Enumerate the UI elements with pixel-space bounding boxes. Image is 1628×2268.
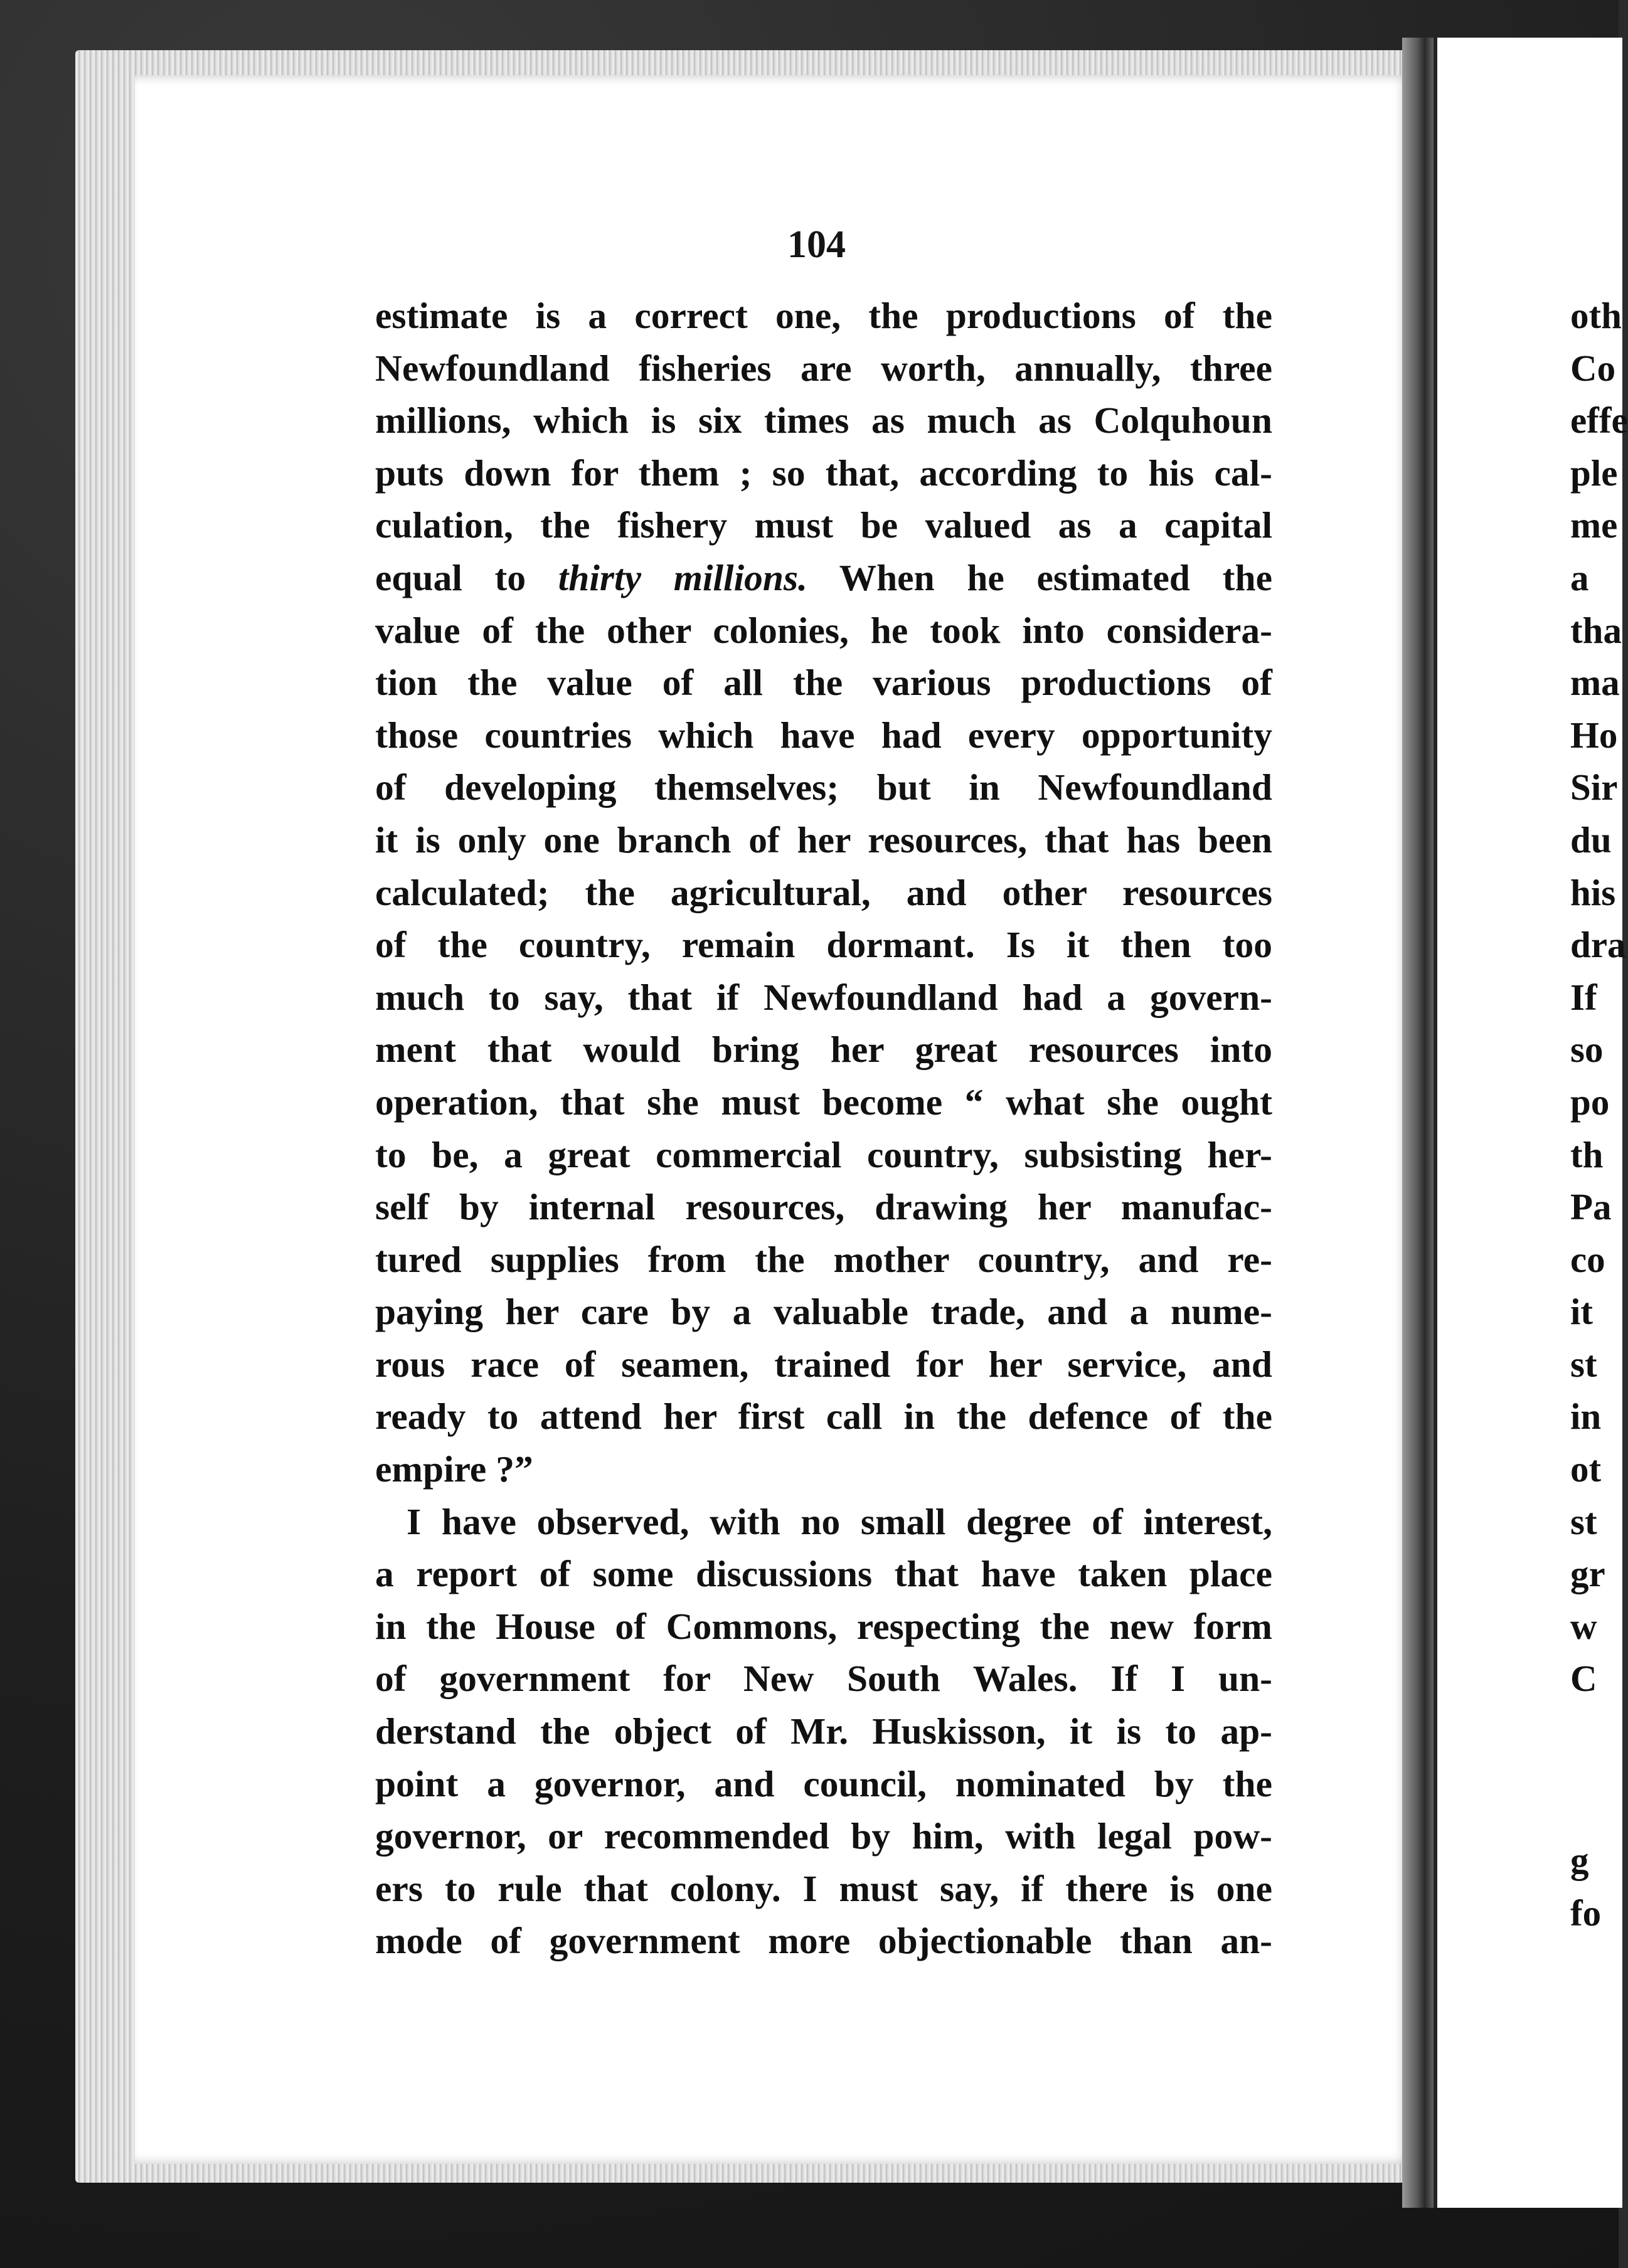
- right-fragment: po: [1570, 1081, 1610, 1123]
- text-line: to be, a great commercial country, subsisting her-: [375, 1133, 1272, 1175]
- right-fragment: a: [1570, 556, 1589, 598]
- text-line: value of the other colonies, he took into considera-: [375, 609, 1272, 651]
- right-fragment: st: [1570, 1343, 1597, 1385]
- right-fragment: g: [1570, 1840, 1589, 1881]
- paragraph-start-line: I have observed, with no small degree of interest,: [407, 1500, 1272, 1542]
- right-fragment: co: [1570, 1238, 1605, 1280]
- right-fragment: me: [1570, 504, 1618, 546]
- right-page-bottom-fragments: [1570, 1835, 1601, 1939]
- text-fragment: When he estimated the: [839, 556, 1272, 598]
- text-line: rous race of seamen, trained for her service, and: [375, 1343, 1272, 1385]
- text-line: operation, that she must become “ what she ought: [375, 1081, 1272, 1123]
- right-fragment: it: [1570, 1291, 1593, 1333]
- text-line: much to say, that if Newfoundland had a govern-: [375, 976, 1272, 1018]
- text-line: estimate is a correct one, the productions of the: [375, 295, 1272, 336]
- right-fragment: so: [1570, 1029, 1604, 1071]
- text-line: in the House of Commons, respecting the new form: [375, 1605, 1272, 1647]
- text-line: a report of some discussions that have taken place: [375, 1553, 1272, 1595]
- text-fragment: equal to: [375, 556, 526, 598]
- text-line: Newfoundland fisheries are worth, annually, three: [375, 347, 1272, 389]
- text-line: ment that would bring her great resources into: [375, 1029, 1272, 1071]
- italic-phrase: thirty millions.: [558, 556, 807, 598]
- right-fragment: Pa: [1570, 1186, 1612, 1228]
- right-fragment: effe: [1570, 400, 1628, 442]
- right-fragment: oth: [1570, 295, 1622, 336]
- text-line-with-italic: [375, 552, 1272, 605]
- right-fragment: If: [1570, 976, 1597, 1018]
- text-line: of government for New South Wales. If I un-: [375, 1658, 1272, 1700]
- main-text-block: [375, 290, 1272, 1968]
- right-fragment: st: [1570, 1500, 1597, 1542]
- text-line: those countries which have had every opportunity: [375, 714, 1272, 756]
- text-line: of the country, remain dormant. Is it then too: [375, 924, 1272, 966]
- right-fragment: his: [1570, 871, 1616, 913]
- paragraph-end-line: empire ?”: [375, 1448, 533, 1490]
- right-fragment: C: [1570, 1658, 1597, 1700]
- text-line: governor, or recommended by him, with legal pow-: [375, 1815, 1272, 1857]
- right-fragment: Sir: [1570, 766, 1618, 808]
- text-line: calculated; the agricultural, and other resources: [375, 871, 1272, 913]
- text-line: tured supplies from the mother country, and re-: [375, 1238, 1272, 1280]
- text-line: millions, which is six times as much as Colquhoun: [375, 400, 1272, 442]
- text-line: derstand the object of Mr. Huskisson, it is to ap-: [375, 1710, 1272, 1752]
- right-fragment: tha: [1570, 609, 1622, 651]
- text-line: it is only one branch of her resources, that has been: [375, 819, 1272, 861]
- page-number: 104: [787, 223, 846, 266]
- right-fragment: th: [1570, 1133, 1604, 1175]
- text-line: of developing themselves; but in Newfoundland: [375, 766, 1272, 808]
- text-line: ready to attend her first call in the defence of the: [375, 1396, 1272, 1438]
- right-fragment: ot: [1570, 1448, 1602, 1490]
- text-line: tion the value of all the various productions of: [375, 662, 1272, 704]
- text-line: ers to rule that colony. I must say, if there is one: [375, 1867, 1272, 1909]
- right-page-text-fragments: [1570, 290, 1628, 1705]
- right-fragment: Co: [1570, 347, 1616, 389]
- right-fragment: w: [1570, 1605, 1597, 1647]
- text-line: self by internal resources, drawing her manufac-: [375, 1186, 1272, 1228]
- right-fragment: dra: [1570, 924, 1626, 966]
- right-fragment: ple: [1570, 452, 1618, 494]
- right-fragment: Ho: [1570, 714, 1618, 756]
- right-fragment: du: [1570, 819, 1612, 861]
- text-line: mode of government more objectionable than an-: [375, 1920, 1272, 1962]
- right-fragment: gr: [1570, 1553, 1605, 1595]
- right-fragment: fo: [1570, 1892, 1602, 1934]
- right-fragment: in: [1570, 1396, 1602, 1438]
- text-line: point a governor, and council, nominated by the: [375, 1762, 1272, 1804]
- text-line: paying her care by a valuable trade, and a nume-: [375, 1291, 1272, 1333]
- text-line: culation, the fishery must be valued as a capital: [375, 504, 1272, 546]
- right-fragment: ma: [1570, 662, 1620, 704]
- text-line: puts down for them ; so that, according to his cal-: [375, 452, 1272, 494]
